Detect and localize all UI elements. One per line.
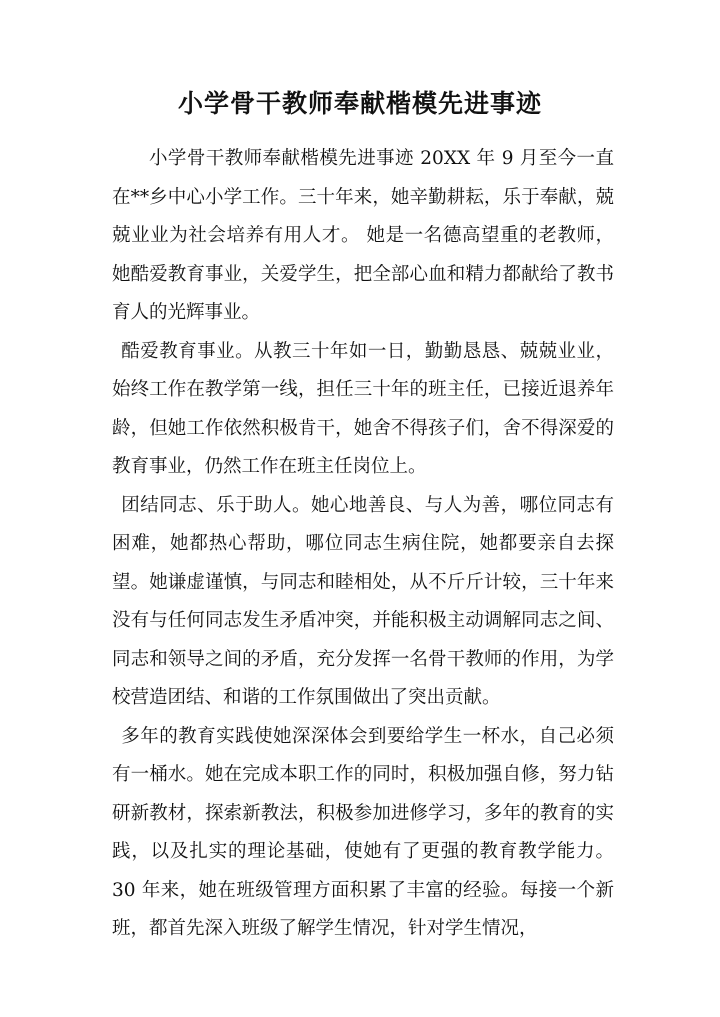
paragraph-practice: 多年的教育实践使她深深体会到要给学生一杯水，自己必须有一桶水。她在完成本职工作的同时，积极加强自修，努力钻研新教材，探索新教法，积极参加进修学习，多年的教育的实践，以及扎实的理论基础，使她有了更强的教育教学能力。30 年来，她在班级管理方面积累了丰富的经验。每接一个新班，都首先深入班级了解学生情况，针对学生情况，	[112, 725, 614, 939]
document-body	[112, 140, 614, 949]
paragraph-dedication: 酷爱教育事业。从教三十年如一日，勤勤恳恳、兢兢业业，始终工作在教学第一线，担任三十年的班主任，已接近退养年龄，但她工作依然积极肯干，她舍不得孩子们，舍不得深爱的教育事业，仍然工作在班主任岗位上。	[112, 340, 614, 477]
paragraph-unity: 团结同志、乐于助人。她心地善良、与人为善，哪位同志有困难，她都热心帮助，哪位同志生病住院，她都要亲自去探望。她谦虚谨慎，与同志和睦相处，从不斤斤计较，三十年来没有与任何同志发生矛盾冲突，并能积极主动调解同志之间、同志和领导之间的矛盾，充分发挥一名骨干教师的作用，为学校营造团结、和谐的工作氛围做出了突出贡献。	[112, 494, 614, 708]
paragraph-intro: 小学骨干教师奉献楷模先进事迹 20XX 年 9 月至今一直在**乡中心小学工作。三十年来，她辛勤耕耘，乐于奉献，兢兢业业为社会培养有用人才。 她是一名德高望重的老教师，她酷爱教育事业，关爱学生，把全部心血和精力都献给了教书育人的光辉事业。	[112, 148, 614, 323]
document-title: 小学骨干教师奉献楷模先进事迹	[177, 89, 542, 118]
